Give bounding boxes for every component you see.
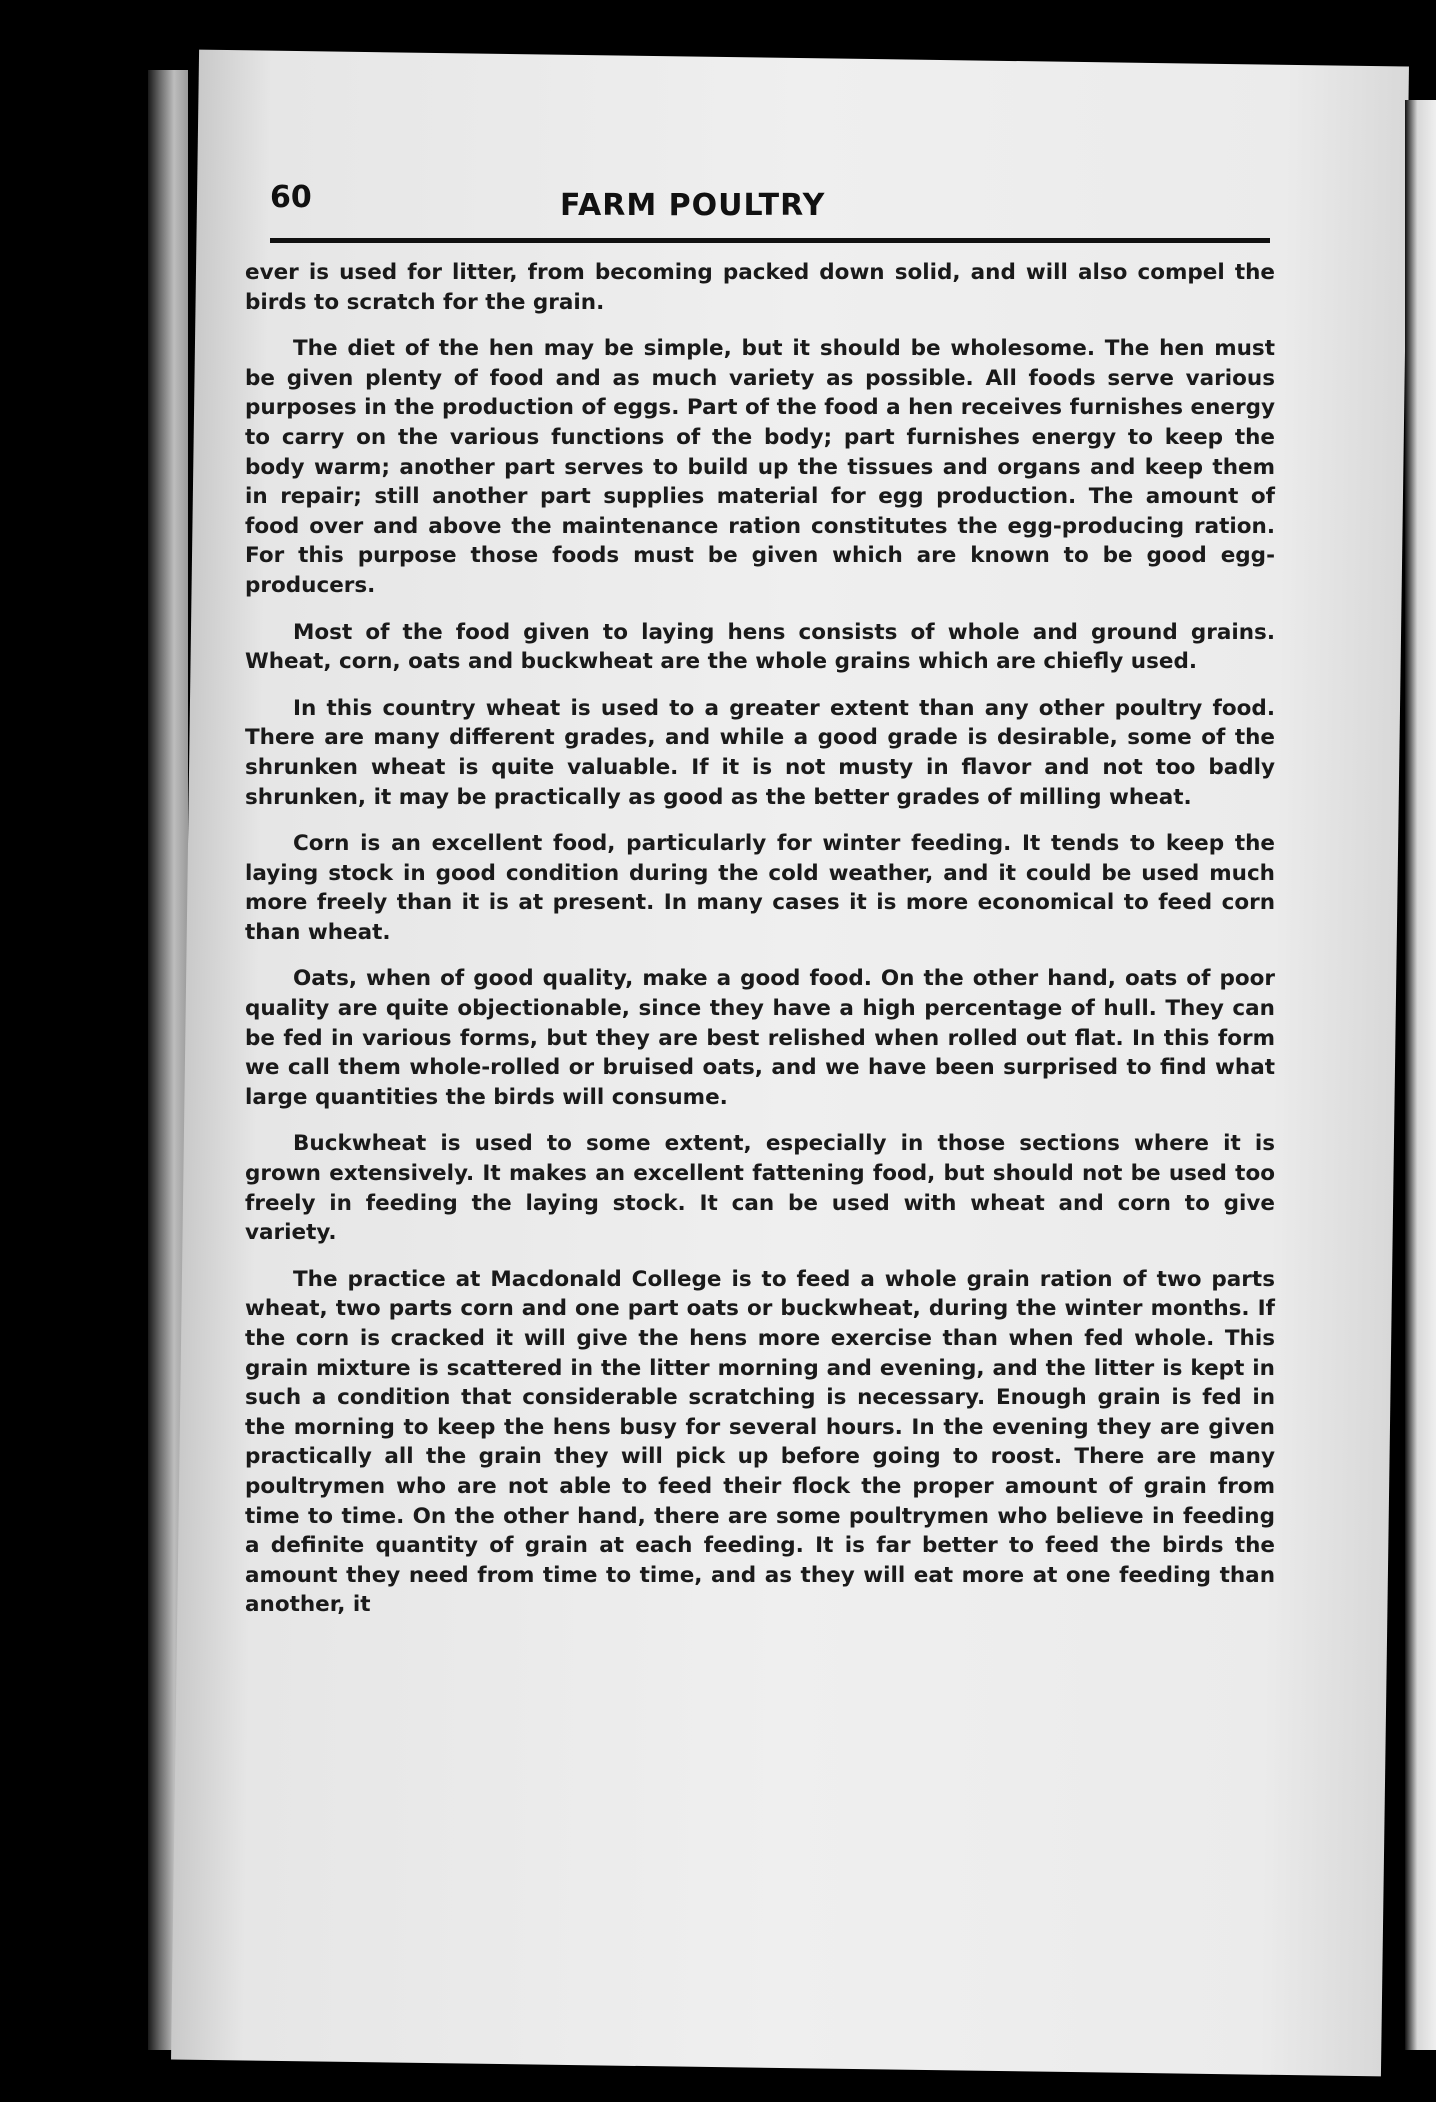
- paragraph: Oats, when of good quality, make a good food. On the other hand, oats of poor quality are quite objectionable, since they have a high percentage of hull. They can be fed in various forms, but they are best relished when rolled out flat. In this form we call them whole-rolled or bruised oats, and we have been surprised to find what large quantities the birds will consume.: [245, 966, 1275, 1110]
- paragraph: The diet of the hen may be simple, but it should be wholesome. The hen must be given plenty of food and as much variety as possible. All foods serve various purposes in the production of eggs. Part of the food a hen receives furnishes energy to carry on the various functions of the body; part furnishes energy to keep the body warm; another part serves to build up the tissues and organs and keep them in repair; still another part supplies material for egg production. The amount of food over and above the maintenance ration constitutes the egg-producing ration. For this purpose those foods must be given which are known to be good egg-producers.: [245, 336, 1275, 598]
- paragraph: Buckwheat is used to some extent, especially in those sections where it is grown extensively. It makes an excellent fattening food, but should not be used too freely in feeding the laying stock. It can be used with wheat and corn to give variety.: [245, 1131, 1275, 1246]
- paragraph: ever is used for litter, from becoming packed down solid, and will also compel the birds to scratch for the grain.: [245, 260, 1275, 315]
- page-header: [270, 180, 1270, 240]
- page-number: 60: [270, 180, 312, 215]
- paragraph: Most of the food given to laying hens consists of whole and ground grains. Wheat, corn, oats and buckwheat are the whole grains which are chiefly used.: [245, 619, 1275, 675]
- header-rule: [270, 238, 1270, 243]
- paragraph: The practice at Macdonald College is to feed a whole grain ration of two parts wheat, two parts corn and one part oats or buckwheat, during the winter months. If the corn is cracked it will give the hens more exercise than when fed whole. This grain mixture is scattered in the litter morning and evening, and the litter is kept in such a condition that considerable scratching is necessary. Enough grain is fed in the morning to keep the hens busy for several hours. In the evening they are given practically all the grain they will pick up before going to roost. There are many poultrymen who are not able to feed their flock the proper amount of grain from time to time. On the other hand, there are some poultrymen who believe in feeding a definite quantity of grain at each feeding. It is far better to feed the birds the amount they need from time to time, and as they will eat more at one feeding than another, it: [245, 1266, 1275, 1618]
- paragraph: Corn is an excellent food, particularly for winter feeding. It tends to keep the laying stock in good condition during the cold weather, and it could be used much more freely than it is at present. In many cases it is more economical to feed corn than wheat.: [245, 831, 1275, 945]
- body-text: [245, 258, 1275, 1637]
- running-head: FARM POULTRY: [560, 188, 826, 223]
- paragraph: In this country wheat is used to a greater extent than any other poultry food. There are many different grades, and while a good grade is desirable, some of the shrunken wheat is quite valuable. If it is not musty in flavor and not too badly shrunken, it may be practically as good as the better grades of milling wheat.: [245, 695, 1275, 810]
- facing-page-edge: [1405, 100, 1436, 2050]
